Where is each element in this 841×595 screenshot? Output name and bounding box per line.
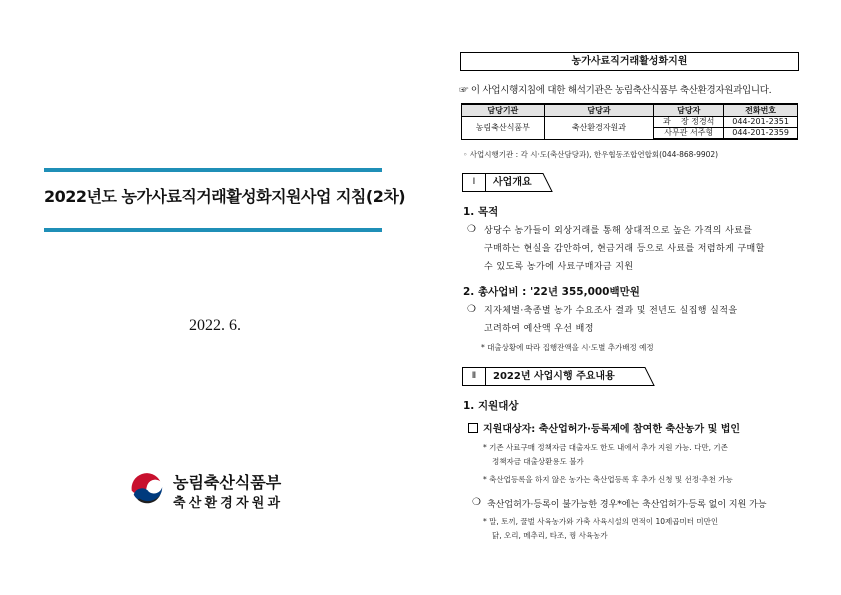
executing-agency-note: ◦ 사업시행기관 : 각 시·도(축산담당과), 한우협동조합연합회(044-868-9902) <box>463 150 719 159</box>
contact-phone-1: 044-201-2351 <box>724 117 798 128</box>
section-arrow-icon <box>533 173 553 192</box>
exception-notes <box>483 515 808 543</box>
budget-text <box>484 302 804 338</box>
contact-staff-2: 사무관 서주형 <box>654 128 724 140</box>
exception-note-line-1: * 말, 토끼, 꿀벌 사육농가와 가축 사육시설의 면적이 10제곱미터 미만인 <box>483 517 719 526</box>
program-header-box: 농가사료직거래활성화지원 <box>460 52 799 71</box>
budget-line-1: 지자체별·축종별 농가 수요조사 결과 및 전년도 실집행 실적을 <box>484 306 738 316</box>
contact-header-org: 담당기관 <box>462 104 545 117</box>
budget-heading: 2. 총사업비 : '22년 355,000백만원 <box>463 286 640 298</box>
target-notes <box>483 441 808 487</box>
contact-header-staff: 담당자 <box>654 104 724 117</box>
cover-date: 2022. 6. <box>189 317 241 334</box>
section-arrow-icon <box>635 367 655 386</box>
budget-line-2: 고려하여 예산액 우선 배정 <box>484 324 594 334</box>
target-heading: 1. 지원대상 <box>463 400 519 412</box>
purpose-line-1: 상당수 농가들이 외상거래를 통해 상대적으로 높은 가격의 사료를 <box>484 226 753 236</box>
contact-table <box>461 103 798 140</box>
circle-bullet-icon: ❍ <box>472 497 481 508</box>
purpose-line-2: 구매하는 현실을 감안하여, 현금거래 등으로 사료를 저렴하게 구매할 <box>484 244 765 254</box>
org-dept: 축산환경자원과 <box>173 496 284 511</box>
contact-staff-1: 과 장 정경석 <box>654 117 724 128</box>
cover-title: 2022년도 농가사료직거래활성화지원사업 지침(2차) <box>44 187 406 206</box>
circle-bullet-icon: ❍ <box>467 224 476 235</box>
target-note-line-2: 정책자금 대출상환용도 불가 <box>492 457 584 466</box>
cover-accent-bar-top <box>44 168 382 172</box>
section-1-header <box>462 173 533 192</box>
cover-accent-bar-bottom <box>44 228 382 232</box>
purpose-text <box>484 222 804 276</box>
section-2-title: 2022년 사업시행 주요내용 <box>493 371 615 382</box>
section-1-number: Ⅰ <box>463 174 486 191</box>
taegeuk-logo-icon <box>128 470 166 508</box>
square-bullet-icon <box>468 423 478 433</box>
contact-phone-2: 044-201-2359 <box>724 128 798 140</box>
contact-header-dept: 담당과 <box>544 104 654 117</box>
org-name: 농림축산식품부 <box>173 473 282 492</box>
budget-note: * 대출상황에 따라 집행잔액을 시·도별 추가배정 예정 <box>481 343 654 352</box>
section-1-title: 사업개요 <box>493 177 532 188</box>
contact-header-phone: 전화번호 <box>724 104 798 117</box>
target-note-line-1: * 기존 사료구매 정책자금 대출자도 한도 내에서 추가 지원 가능. 다만, 기존 <box>483 443 728 452</box>
purpose-heading: 1. 목적 <box>463 206 499 218</box>
section-2-number: Ⅱ <box>463 368 486 385</box>
exception-note-line-2: 닭, 오리, 메추리, 타조, 꿩 사육농가 <box>492 531 608 540</box>
contact-dept: 축산환경자원과 <box>544 117 654 140</box>
contact-org: 농림축산식품부 <box>462 117 545 140</box>
target-subheading: 지원대상자: 축산업허가·등록제에 참여한 축산농가 및 법인 <box>483 424 741 435</box>
interpretation-note: ☞ 이 사업시행지침에 대한 해석기관은 농림축산식품부 축산환경자원과입니다. <box>459 85 772 96</box>
section-2-header <box>462 367 635 386</box>
exception-line: 축산업허가·등록이 불가능한 경우*에는 축산업허가·등록 없이 지원 가능 <box>487 500 767 510</box>
purpose-line-3: 수 있도록 농가에 사료구매자금 지원 <box>484 262 634 272</box>
target-note-line-3: * 축산업등록을 하지 않은 농가는 축산업등록 후 추가 신청 및 선정·추천 가능 <box>483 475 733 484</box>
circle-bullet-icon: ❍ <box>467 304 476 315</box>
